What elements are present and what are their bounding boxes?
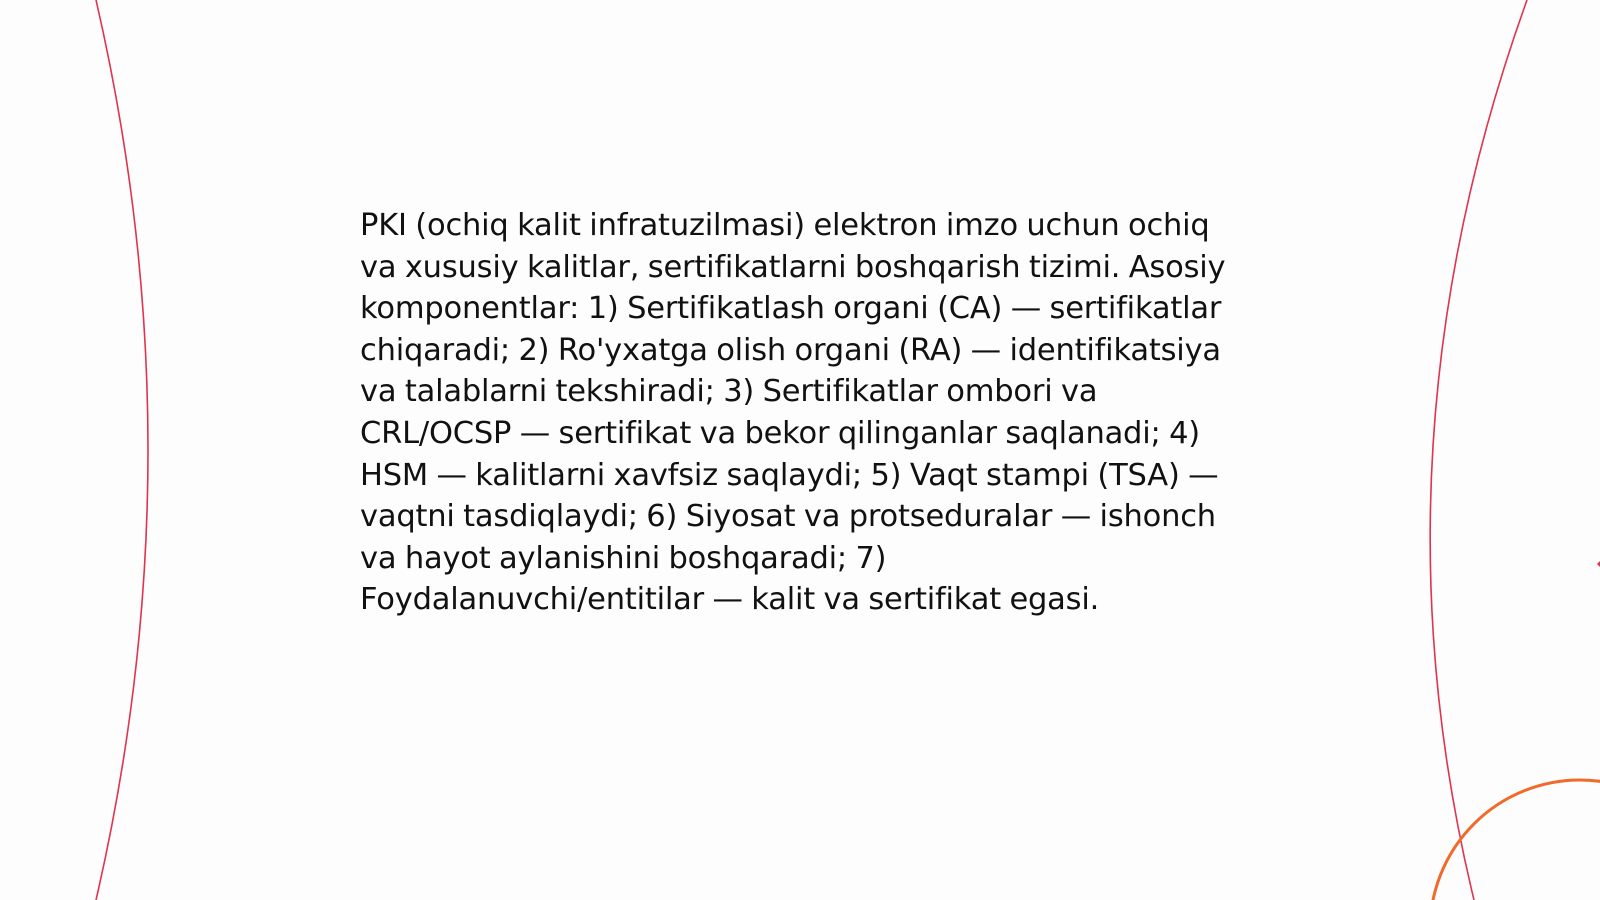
left-curve-line (96, 0, 148, 900)
slide-body-text: PKI (ochiq kalit infratuzilmasi) elektron imzo uchun ochiq va xususiy kalitlar, sertifikatlarni boshqarish tizimi. Asosiy komponentlar: 1) Sertifikatlash organi (CA) — sertifikatlar chiqaradi; 2) Ro'yxatga olish organi (RA) — identifikatsiya va talablarni tekshiradi; 3) Sertifikatlar ombori va CRL/OCSP — sertifikat va bekor qilinganlar saqlanadi; 4) HSM — kalitlarni xavfsiz saqlaydi; 5) Vaqt stampi (TSA) — vaqtni tasdiqlaydi; 6) Siyosat va protseduralar — ishonch va hayot aylanishini boshqaradi; 7) Foydalanuvchi/entitilar — kalit va sertifikat egasi. (360, 208, 1226, 618)
orange-arc-circle (1430, 780, 1600, 900)
right-curve-line (1430, 0, 1527, 900)
